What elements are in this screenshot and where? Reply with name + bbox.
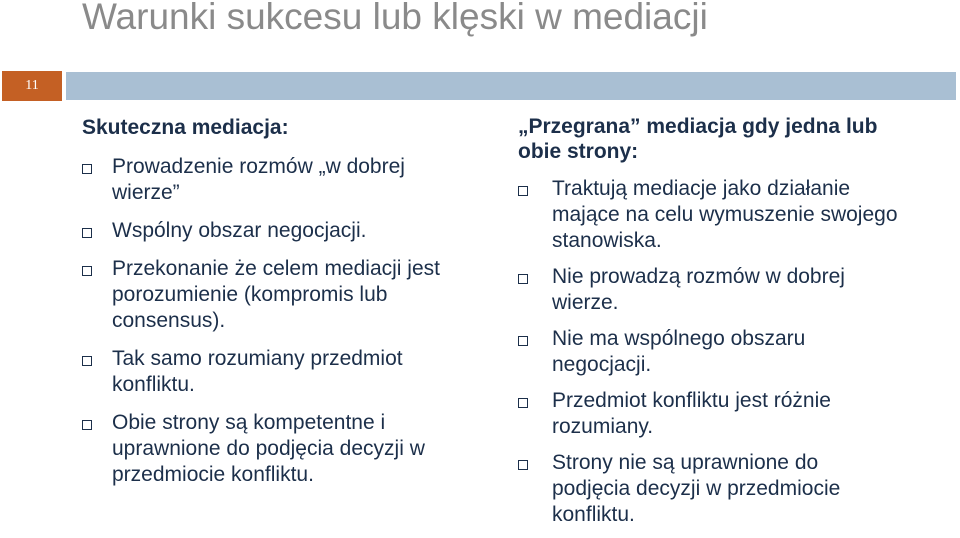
square-bullet-icon (82, 420, 92, 430)
left-bullet-text: Prowadzenie rozmów „w dobrej wierze” (112, 155, 405, 204)
left-bullet-text: Tak samo rozumiany przedmiot konfliktu. (112, 347, 403, 396)
square-bullet-icon (518, 186, 528, 196)
right-bullet-item (518, 450, 902, 528)
square-bullet-icon (518, 274, 528, 284)
left-heading: Skuteczna mediacja: (82, 116, 289, 139)
right-bullet-text: Traktują mediacje jako działanie mające na celu wymuszenie swojego stanowiska. (552, 177, 898, 252)
right-bullet-item (518, 176, 902, 254)
left-bullet-text: Wspólny obszar negocjacji. (112, 219, 367, 242)
square-bullet-icon (82, 164, 92, 174)
right-bullet-text: Strony nie są uprawnione do podjęcia decyzji w przedmiocie konfliktu. (552, 451, 841, 526)
left-bullet-item (82, 410, 457, 488)
square-bullet-icon (518, 398, 528, 408)
square-bullet-icon (518, 336, 528, 346)
left-bullet-text: Przekonanie że celem mediacji jest porozumienie (kompromis lub consensus). (112, 257, 440, 332)
right-bullet-item (518, 388, 902, 440)
right-bullet-item (518, 264, 902, 316)
left-bullet-text: Obie strony są kompetentne i uprawnione do podjęcia decyzji w przedmiocie konfliktu. (112, 411, 425, 486)
square-bullet-icon (518, 460, 528, 470)
left-bullet-item (82, 218, 442, 244)
left-column (82, 115, 462, 500)
header-band (66, 72, 956, 100)
right-column (518, 114, 948, 538)
slide-number-badge: 11 (2, 71, 62, 101)
square-bullet-icon (82, 266, 92, 276)
square-bullet-icon (82, 228, 92, 238)
left-bullet-item (82, 346, 442, 398)
left-bullet-item (82, 154, 442, 206)
slide-title: Warunki sukcesu lub klęski w mediacji (82, 0, 708, 37)
right-bullet-text: Przedmiot konfliktu jest różnie rozumiany. (552, 389, 831, 438)
right-bullet-item (518, 326, 882, 378)
right-heading: „Przegrana” mediacja gdy jedna lub obie strony: (518, 115, 878, 163)
square-bullet-icon (82, 356, 92, 366)
right-bullet-text: Nie prowadzą rozmów w dobrej wierze. (552, 265, 845, 314)
left-bullet-item (82, 256, 442, 334)
right-bullet-text: Nie ma wspólnego obszaru negocjacji. (552, 327, 806, 376)
